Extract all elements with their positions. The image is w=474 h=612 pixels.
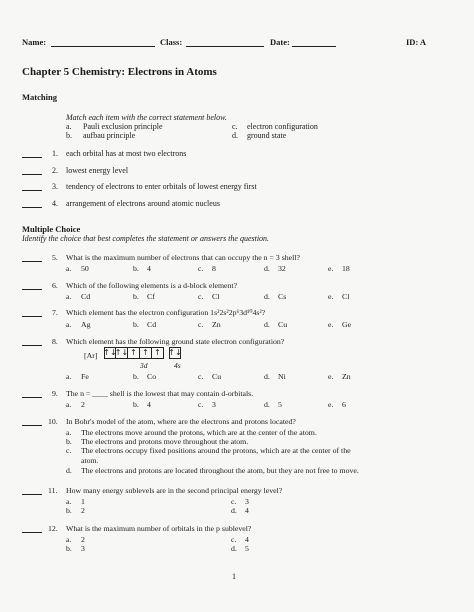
orbital-box-3d: ↑↓ (114, 348, 129, 358)
match-choice-b-text: aufbau principle (83, 131, 136, 140)
question-number: 7. (52, 308, 58, 317)
answer-blank-11[interactable] (22, 494, 42, 495)
opt-letter: a. (66, 428, 72, 437)
question-text: What is the maximum number of electrons that can occupy the n = 3 shell? (66, 253, 300, 262)
choice-letter: a. (66, 122, 72, 131)
opt-letter: c. (198, 264, 204, 273)
opt-letter: d. (264, 264, 270, 273)
question-number: 8. (52, 337, 58, 346)
opt-text: 4 (147, 400, 151, 409)
orbital-box-3d: ↑↓ (103, 348, 117, 358)
opt-letter: c. (198, 292, 204, 301)
opt-letter: e. (328, 400, 334, 409)
question-number: 5. (52, 253, 58, 262)
answer-blank-6[interactable] (22, 289, 42, 290)
opt-text: 32 (278, 264, 286, 273)
choice-letter: b. (66, 131, 72, 140)
answer-blank-4[interactable] (22, 207, 42, 208)
match-choice-a-text: Pauli exclusion principle (83, 122, 163, 131)
opt-text: Cl (212, 292, 220, 301)
opt-text: The electrons and protons move throughout the atom. (81, 437, 249, 446)
answer-blank-5[interactable] (22, 261, 42, 262)
id-label: ID: A (406, 37, 427, 47)
opt-text: 3 (245, 497, 249, 506)
opt-text: 3 (81, 544, 85, 553)
match-choice-c-text: electron configuration (247, 122, 318, 131)
opt-letter: e. (328, 292, 334, 301)
opt-letter: a. (66, 497, 72, 506)
opt-text: 6 (342, 400, 346, 409)
question-text: Which of the following elements is a d-block element? (66, 281, 238, 290)
opt-letter: e. (328, 264, 334, 273)
opt-text: 8 (212, 264, 216, 273)
orbital-box-4s: ↑↓ (168, 348, 182, 358)
opt-letter: c. (231, 497, 237, 506)
opt-text: Zn (212, 320, 221, 329)
opt-text: Cu (278, 320, 288, 329)
opt-letter: b. (133, 292, 139, 301)
match-item-text: tendency of electrons to enter orbitals of lowest energy first (66, 182, 257, 191)
sublevel-3d-label: 3d (140, 361, 148, 370)
class-label: Class: (160, 37, 183, 47)
opt-letter: d. (264, 292, 270, 301)
opt-letter: c. (198, 400, 204, 409)
answer-blank-9[interactable] (22, 397, 42, 398)
opt-text: The electrons occupy fixed positions around the protons, which are at the center of the (81, 446, 351, 455)
orbital-box-3d: ↑ (140, 347, 152, 359)
opt-text: Zn (342, 372, 351, 381)
date-blank[interactable] (292, 46, 336, 47)
opt-text: The electrons and protons are located throughout the atom, but they are not free to move. (81, 466, 359, 475)
opt-letter: d. (66, 466, 72, 475)
name-blank[interactable] (51, 46, 155, 47)
opt-text: Fe (81, 372, 89, 381)
opt-letter: a. (66, 292, 72, 301)
match-item-text: arrangement of electrons around atomic nucleus (66, 199, 220, 208)
opt-letter: a. (66, 320, 72, 329)
opt-letter: c. (231, 535, 237, 544)
answer-blank-2[interactable] (22, 174, 42, 175)
opt-text-continued: atom. (81, 456, 99, 465)
opt-letter: b. (133, 372, 139, 381)
opt-text: 4 (245, 506, 249, 515)
opt-letter: c. (66, 446, 72, 455)
opt-text: 4 (245, 535, 249, 544)
sublevel-4s-label: 4s (174, 361, 181, 370)
opt-letter: d. (231, 544, 237, 553)
match-item-text: each orbital has at most two electrons (66, 149, 187, 158)
class-blank[interactable] (186, 46, 264, 47)
opt-text: 1 (81, 497, 85, 506)
orbital-diagram (104, 347, 181, 359)
question-text: The n = ____ shell is the lowest that may contain d-orbitals. (66, 389, 254, 398)
opt-letter: c. (198, 372, 204, 381)
opt-letter: d. (264, 400, 270, 409)
page-title: Chapter 5 Chemistry: Electrons in Atoms (22, 66, 217, 78)
opt-text: Cs (278, 292, 287, 301)
answer-blank-7[interactable] (22, 316, 42, 317)
opt-text: 4 (147, 264, 151, 273)
match-item-text: lowest energy level (66, 166, 129, 175)
match-item-num: 2. (52, 166, 58, 175)
name-label: Name: (22, 37, 47, 47)
matching-heading: Matching (22, 92, 57, 102)
question-number: 6. (52, 281, 58, 290)
opt-letter: d. (264, 372, 270, 381)
opt-text: The electrons move around the protons, which are at the center of the atom. (81, 428, 317, 437)
date-label: Date: (270, 37, 290, 47)
opt-letter: b. (66, 544, 72, 553)
opt-text: Ag (81, 320, 91, 329)
opt-text: Cf (147, 292, 155, 301)
opt-letter: a. (66, 535, 72, 544)
opt-letter: b. (66, 437, 72, 446)
opt-letter: b. (133, 400, 139, 409)
opt-text: Ni (278, 372, 286, 381)
opt-text: Ge (342, 320, 352, 329)
answer-blank-12[interactable] (22, 532, 42, 533)
opt-text: 5 (245, 544, 249, 553)
match-item-num: 3. (52, 182, 58, 191)
question-text: How many energy sublevels are in the second principal energy level? (66, 486, 283, 495)
opt-text: 2 (81, 535, 85, 544)
opt-text: Cd (81, 292, 91, 301)
opt-text: Cd (147, 320, 157, 329)
question-number: 12. (48, 524, 58, 533)
match-choice-d (232, 131, 238, 141)
opt-letter: a. (66, 264, 72, 273)
answer-blank-1[interactable] (22, 157, 42, 158)
opt-text: 50 (81, 264, 89, 273)
question-number: 9. (52, 389, 58, 398)
match-item-num: 4. (52, 199, 58, 208)
opt-letter: c. (198, 320, 204, 329)
mc-instruction: Identify the choice that best completes the statement or answers the question. (22, 234, 270, 243)
question-text: Which element has the electron configuration 1s²2s²2p⁶3d¹⁰4s²? (66, 308, 266, 317)
opt-text: 2 (81, 400, 85, 409)
question-text: Which element has the following ground state electron configuration? (66, 337, 285, 346)
opt-text: 2 (81, 506, 85, 515)
answer-blank-10[interactable] (22, 425, 42, 426)
answer-blank-3[interactable] (22, 190, 42, 191)
question-text: What is the maximum number of orbitals in the p sublevel? (66, 524, 252, 533)
opt-letter: b. (133, 320, 139, 329)
match-choice-b (66, 131, 72, 141)
opt-text: 3 (212, 400, 216, 409)
argon-core-label: [Ar] (84, 351, 98, 360)
opt-letter: e. (328, 320, 334, 329)
orbital-box-3d: ↑ (152, 347, 164, 359)
opt-letter: b. (133, 264, 139, 273)
choice-letter: c. (232, 122, 238, 131)
match-choice-d-text: ground state (247, 131, 287, 140)
opt-text: Cu (212, 372, 222, 381)
opt-letter: e. (328, 372, 334, 381)
question-number: 10. (48, 417, 58, 426)
question-text: In Bohr's model of the atom, where are the electrons and protons located? (66, 417, 296, 426)
opt-text: 5 (278, 400, 282, 409)
opt-letter: d. (264, 320, 270, 329)
question-number: 11. (48, 486, 58, 495)
matching-instruction: Match each item with the correct statement below. (66, 113, 227, 122)
opt-text: Co (147, 372, 157, 381)
opt-letter: b. (66, 506, 72, 515)
opt-letter: a. (66, 372, 72, 381)
opt-text: 18 (342, 264, 350, 273)
opt-text: Cl (342, 292, 350, 301)
opt-letter: a. (66, 400, 72, 409)
mc-heading: Multiple Choice (22, 224, 81, 234)
choice-letter: d. (232, 131, 238, 140)
page-number: 1 (232, 572, 236, 581)
match-item-num: 1. (52, 149, 58, 158)
answer-blank-8[interactable] (22, 345, 42, 346)
opt-letter: d. (231, 506, 237, 515)
orbital-box-3d: ↑ (128, 347, 140, 359)
